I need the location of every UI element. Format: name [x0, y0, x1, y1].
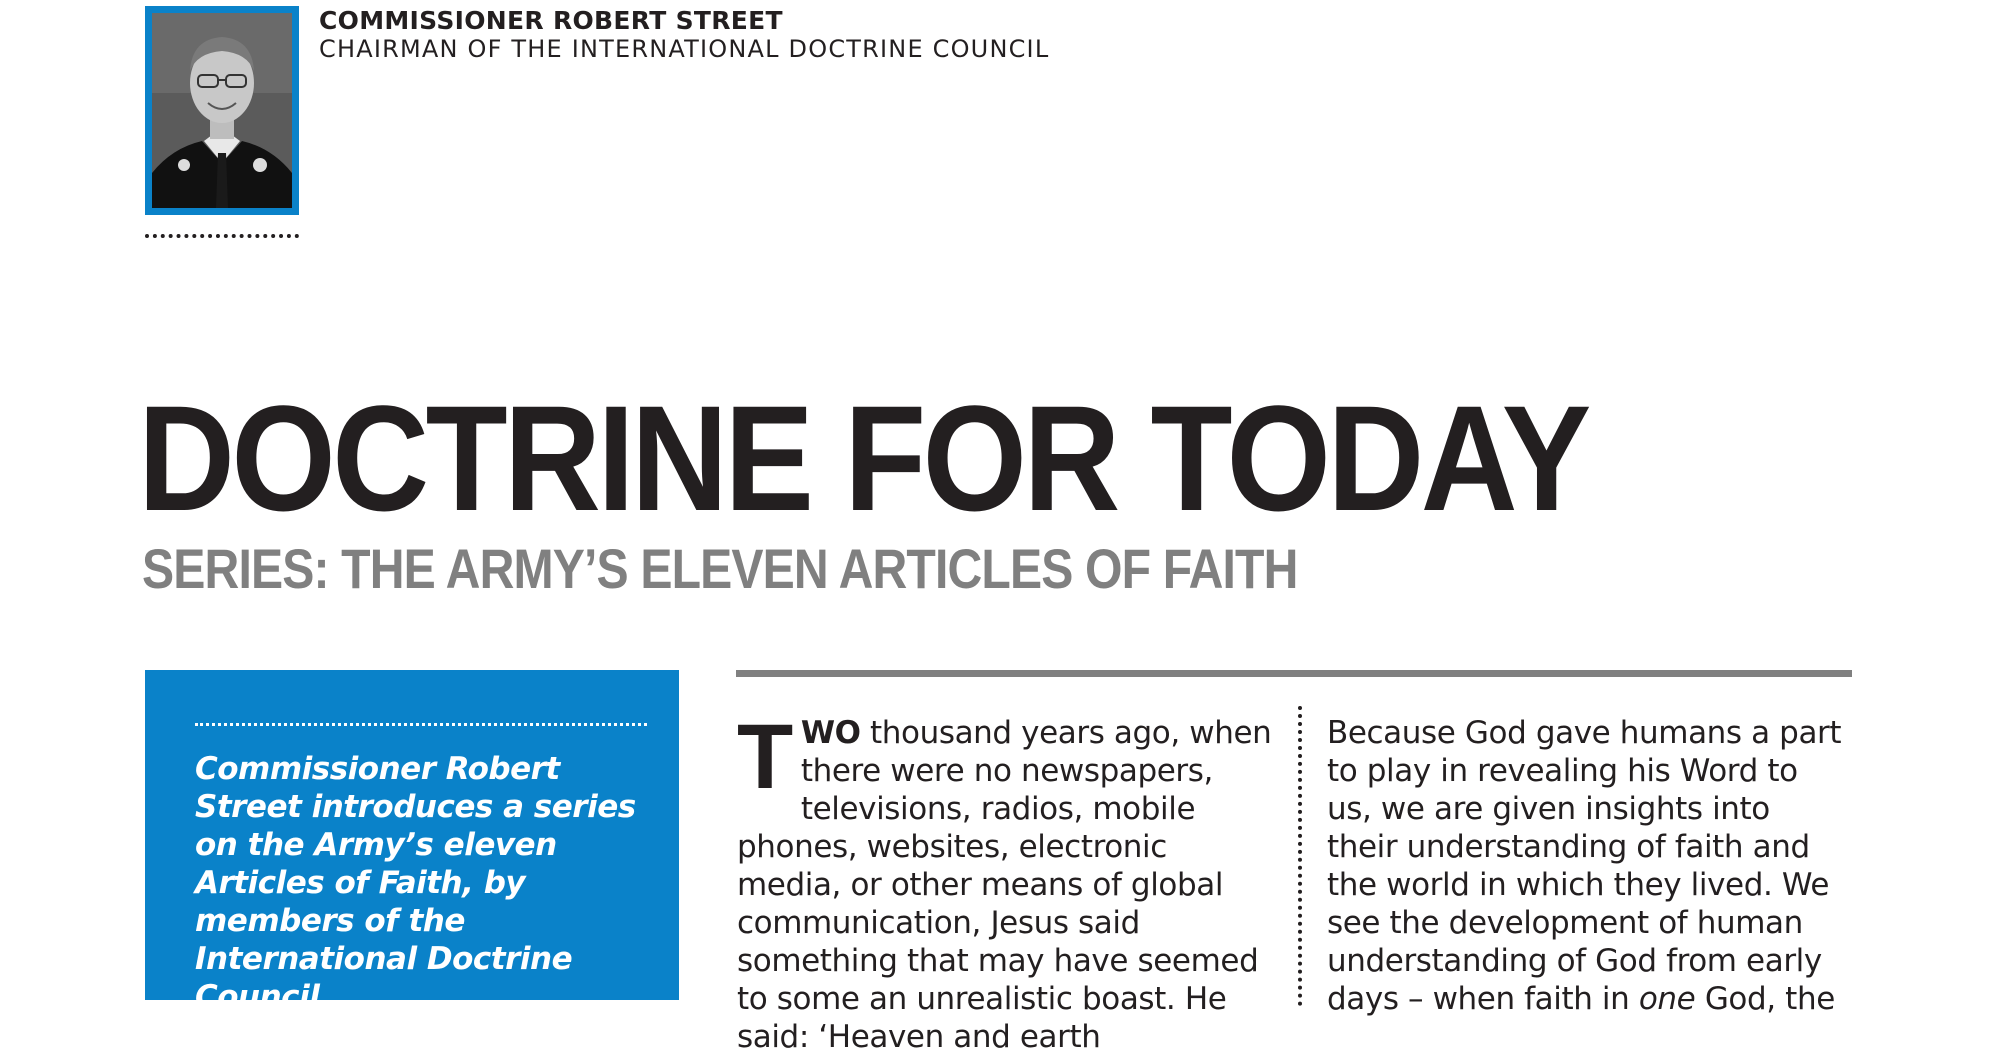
intro-box	[145, 670, 679, 1015]
column-divider	[1298, 706, 1302, 1006]
author-photo-frame	[145, 6, 299, 215]
column-left-text: thousand years ago, when there were no newspapers, televisions, radios, mobile phones, websites, electronic media, or other means of global communication, Jesus said something that may have seemed to some an unrealistic boast. He said: ‘Heaven and earth	[737, 715, 1272, 1055]
article-column-right	[1327, 714, 1847, 1018]
author-role: CHAIRMAN OF THE INTERNATIONAL DOCTRINE COUNCIL	[319, 35, 1050, 63]
article-column-left	[737, 706, 1277, 1056]
photo-dotted-rule	[145, 234, 299, 238]
column-right-emphasis: one	[1638, 981, 1696, 1017]
intro-text: Commissioner Robert Street introduces a series on the Army’s eleven Articles of Faith, by members of the International Doctrine Council	[195, 751, 636, 1015]
intro-dotted-rule	[195, 723, 647, 726]
author-portrait-image	[152, 13, 292, 208]
article-top-rule	[736, 670, 1852, 677]
page-title: DOCTRINE FOR TODAY	[138, 374, 1588, 542]
drop-cap: T	[737, 706, 793, 808]
column-right-text-end: God, the	[1695, 981, 1835, 1017]
column-right-text: Because God gave humans a part to play in revealing his Word to us, we are given insights into their understanding of faith and the world in which they lived. We see the development of human understanding of God from early days – when faith in	[1327, 715, 1842, 1017]
lead-word: WO	[800, 715, 861, 751]
series-subtitle: SERIES: THE ARMY’S ELEVEN ARTICLES OF FAITH	[142, 537, 1298, 600]
author-name: COMMISSIONER ROBERT STREET	[319, 6, 783, 35]
author-photo	[152, 13, 292, 208]
